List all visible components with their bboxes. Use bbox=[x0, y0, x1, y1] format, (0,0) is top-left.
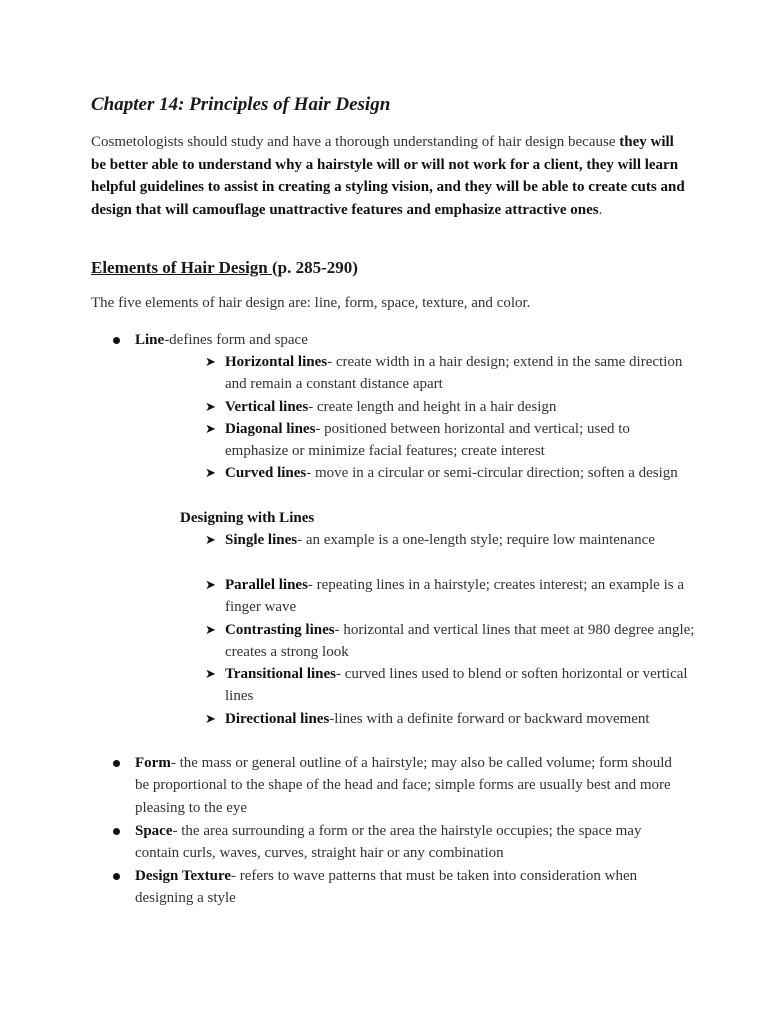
term-form: Form bbox=[135, 755, 171, 771]
list-item-vertical-lines bbox=[225, 396, 695, 418]
desc-horizontal: - create width in a hair design; extend in the same direction and remain a constant distance apart bbox=[225, 354, 683, 393]
list-item-horizontal-lines bbox=[225, 351, 695, 396]
term-transitional: Transitional lines bbox=[225, 666, 336, 682]
desc-transitional: - curved lines used to blend or soften horizontal or vertical lines bbox=[225, 666, 688, 705]
section-pages: (p. 285-290) bbox=[272, 258, 358, 277]
desc-curved: - move in a circular or semi-circular direction; soften a design bbox=[306, 465, 678, 481]
term-contrasting: Contrasting lines bbox=[225, 622, 335, 638]
term-space: Space bbox=[135, 823, 173, 839]
arrow-bullet-icon: ➤ bbox=[205, 711, 216, 726]
intro-bold: they will be better able to understand why a hairstyle will or will not work for a client, they will learn helpful guidelines to assist in creating a styling vision, and they will be able to create cuts and design that will camouflage unattractive features and emphasize attractive ones bbox=[91, 134, 685, 218]
term-diagonal: Diagonal lines bbox=[225, 421, 316, 437]
term-design-texture: Design Texture bbox=[135, 868, 231, 884]
desc-line: -defines form and space bbox=[164, 332, 308, 348]
term-parallel: Parallel lines bbox=[225, 577, 308, 593]
arrow-bullet-icon: ➤ bbox=[205, 399, 216, 414]
desc-vertical: - create length and height in a hair design bbox=[308, 399, 557, 415]
list-item-diagonal-lines bbox=[225, 418, 695, 463]
list-item-curved-lines bbox=[225, 462, 695, 484]
list-item-parallel-lines bbox=[225, 574, 695, 619]
desc-parallel: - repeating lines in a hairstyle; creates interest; an example is a finger wave bbox=[225, 577, 685, 616]
desc-design-texture: - refers to wave patterns that must be taken into consideration when designing a style bbox=[135, 868, 638, 907]
list-item-space bbox=[135, 820, 680, 865]
term-directional: Directional lines bbox=[225, 711, 330, 727]
term-curved: Curved lines bbox=[225, 465, 307, 481]
term-line: Line bbox=[135, 332, 165, 348]
elements-lead: The five elements of hair design are: line, form, space, texture, and color. bbox=[91, 295, 531, 311]
bullet-icon bbox=[113, 828, 120, 835]
arrow-bullet-icon: ➤ bbox=[205, 622, 216, 637]
bullet-icon bbox=[113, 337, 120, 344]
arrow-bullet-icon: ➤ bbox=[205, 465, 216, 480]
designing-heading: Designing with Lines bbox=[180, 510, 315, 526]
bullet-icon bbox=[113, 760, 120, 767]
term-horizontal: Horizontal lines bbox=[225, 354, 328, 370]
list-item-design-texture bbox=[135, 865, 680, 910]
term-single: Single lines bbox=[225, 532, 298, 548]
section-heading bbox=[91, 255, 358, 281]
intro-paragraph bbox=[91, 131, 691, 221]
desc-contrasting: - horizontal and vertical lines that meet at 980 degree angle; creates a strong look bbox=[225, 622, 695, 661]
arrow-bullet-icon: ➤ bbox=[205, 532, 216, 547]
term-vertical: Vertical lines bbox=[225, 399, 309, 415]
arrow-bullet-icon: ➤ bbox=[205, 421, 216, 436]
desc-single: - an example is a one-length style; require low maintenance bbox=[297, 532, 655, 548]
list-item-line bbox=[135, 329, 308, 351]
arrow-bullet-icon: ➤ bbox=[205, 577, 216, 592]
list-item-directional-lines bbox=[225, 708, 695, 730]
intro-end: . bbox=[598, 201, 603, 218]
intro-plain: Cosmetologists should study and have a thorough understanding of hair design because bbox=[91, 134, 616, 150]
arrow-bullet-icon: ➤ bbox=[205, 354, 216, 369]
list-item-form bbox=[135, 752, 680, 819]
arrow-bullet-icon: ➤ bbox=[205, 666, 216, 681]
bullet-icon bbox=[113, 873, 120, 880]
chapter-title: Chapter 14: Principles of Hair Design bbox=[91, 94, 391, 115]
desc-diagonal: - positioned between horizontal and vertical; used to emphasize or minimize facial features; create interest bbox=[225, 421, 630, 460]
list-item-single-lines bbox=[225, 529, 695, 551]
desc-form: - the mass or general outline of a hairstyle; may also be called volume; form should be proportional to the shape of the head and face; simple forms are usually best and more pleasing to the eye bbox=[135, 755, 672, 816]
section-heading-text: Elements of Hair Design bbox=[91, 258, 273, 277]
desc-directional: -lines with a definite forward or backward movement bbox=[329, 711, 650, 727]
desc-space: - the area surrounding a form or the area the hairstyle occupies; the space may contain curls, waves, curves, straight hair or any combination bbox=[135, 823, 642, 862]
list-item-contrasting-lines bbox=[225, 619, 695, 664]
list-item-transitional-lines bbox=[225, 663, 695, 708]
